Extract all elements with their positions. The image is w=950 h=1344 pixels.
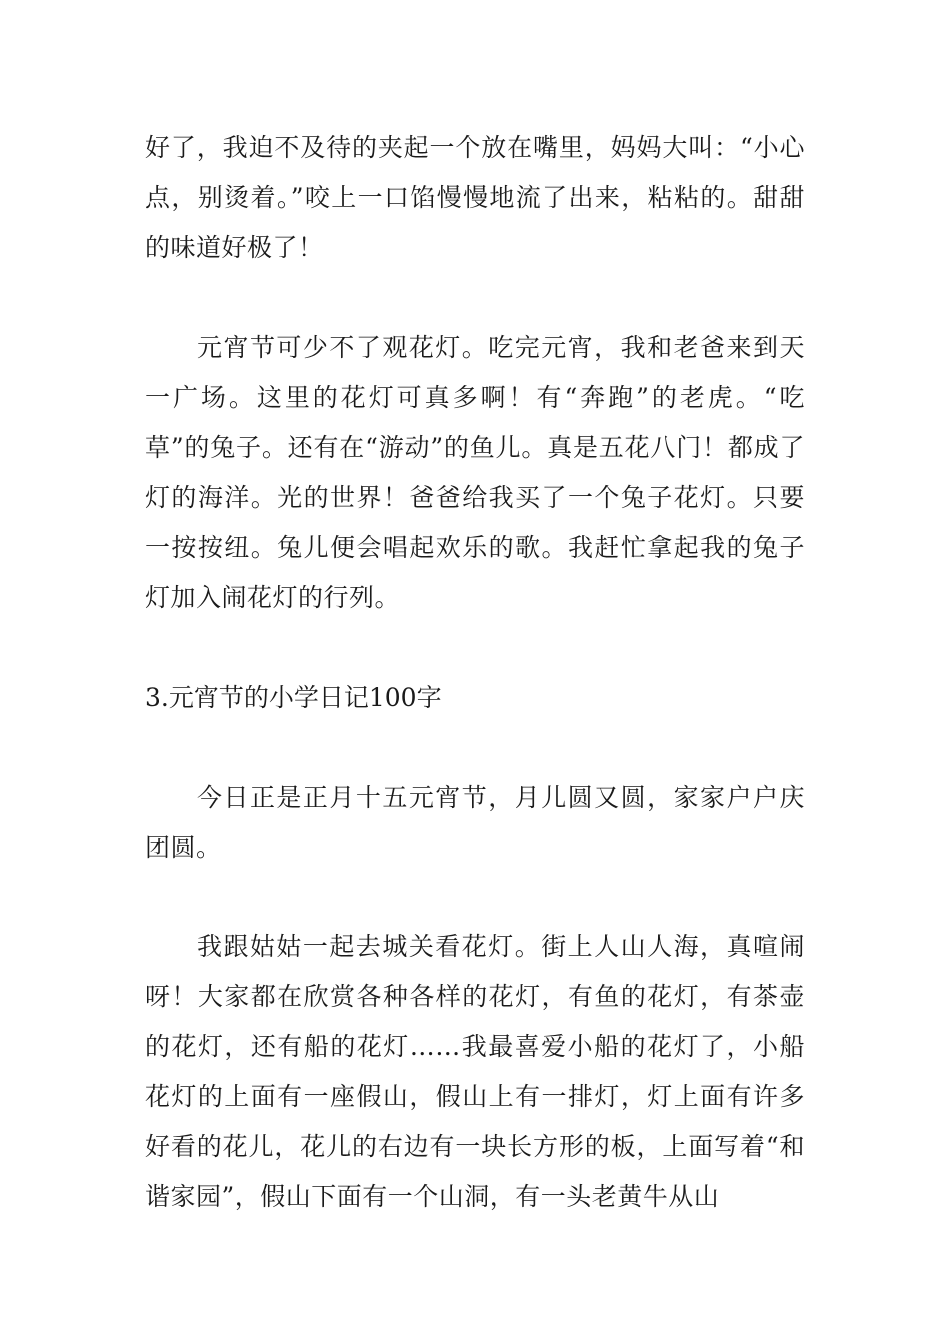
paragraph-lanterns-city: 我跟姑姑一起去城关看花灯。街上人山人海，真喧闹呀！大家都在欣赏各种各样的花灯，有鱼的花灯，有茶壶的花灯，还有船的花灯……我最喜爱小船的花灯了，小船花灯的上面有一座假山，假山上有一排灯，灯上面有许多好看的花儿，花儿的右边有一块长方形的板，上面写着“和谐家园”，假山下面有一个山洞，有一头老黄牛从山 bbox=[145, 932, 805, 1211]
paragraph-lantern-viewing: 元宵节可少不了观花灯。吃完元宵，我和老爸来到天一广场。这里的花灯可真多啊！有“奔跑”的老虎。“吃草”的兔子。还有在“游动”的鱼儿。真是五花八门！都成了灯的海洋。光的世界！爸爸给我买了一个兔子花灯。只要一按按纽。兔儿便会唱起欢乐的歌。我赶忙拿起我的兔子灯加入闹花灯的行列。 bbox=[145, 333, 805, 612]
paragraph-intro: 今日正是正月十五元宵节，月儿圆又圆，家家户户庆团圆。 bbox=[145, 783, 805, 862]
section-heading: 3.元宵节的小学日记100字 bbox=[145, 683, 442, 712]
paragraph-continuation: 好了，我迫不及待的夹起一个放在嘴里，妈妈大叫：“小心点，别烫着。”咬上一口馅慢慢地流了出来，粘粘的。甜甜的味道好极了！ bbox=[145, 133, 805, 262]
